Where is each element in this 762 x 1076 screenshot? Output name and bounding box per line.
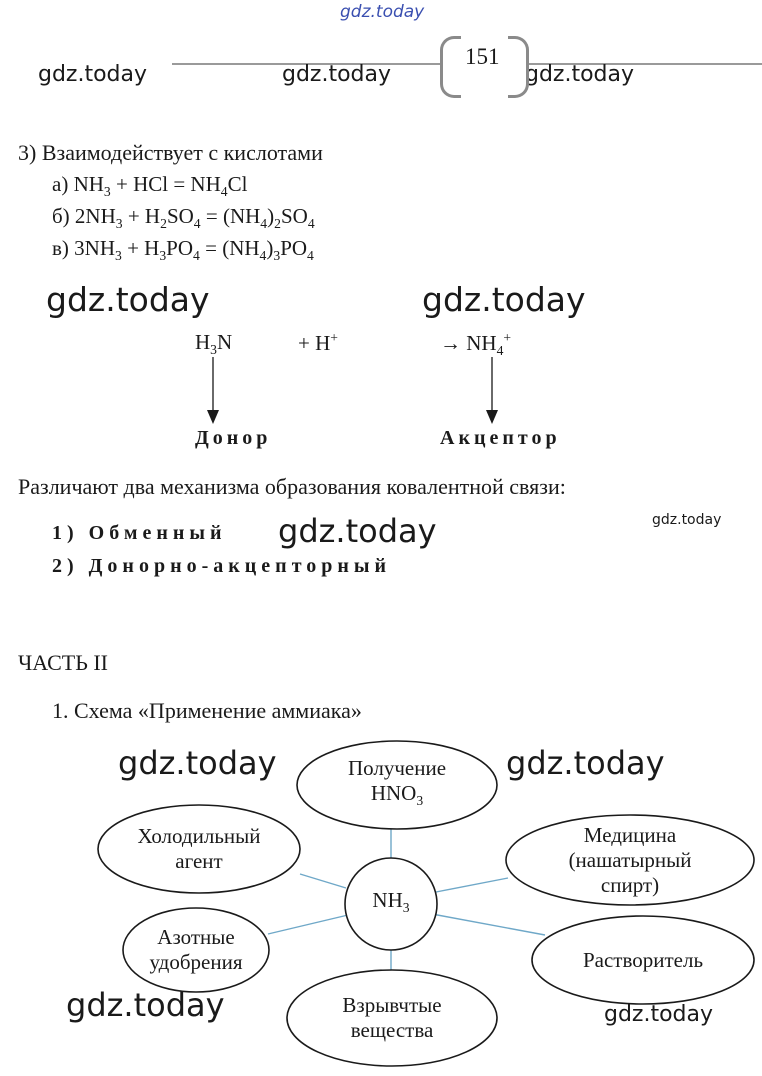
node-center: $NH_3$ [372, 887, 410, 916]
mechanism-item-1: 1) Обменный [52, 522, 227, 544]
watermark-big-2: gdz.today [422, 280, 586, 319]
section3-title: 3) Взаимодействует с кислотами [18, 140, 323, 165]
donor-label: Донор [195, 427, 272, 449]
reaction-c: в) $3NH_3 + H_3PO_4 = (NH_4)_3PO_4$ [52, 236, 314, 264]
node-right-top: Медицина (нашатырный спирт) [568, 822, 692, 897]
node-bottom: Взрывчтые вещества [342, 993, 442, 1042]
reaction-a: а) $NH_3$ + HCl = $NH_4Cl$ [52, 172, 248, 200]
watermark-scheme-2: gdz.today [506, 744, 665, 782]
node-right-bottom: Растворитель [582, 947, 704, 972]
part2-title: ЧАСТЬ II [18, 650, 108, 675]
watermark-header-2: gdz.today [282, 62, 392, 87]
watermark-scheme-1: gdz.today [118, 744, 277, 782]
connector-right-bottom [432, 914, 545, 935]
mechanism-item-2: 2) Донорно-акцепторный [52, 555, 392, 577]
watermark-header-1: gdz.today [38, 62, 148, 87]
node-left-bottom: Азотные удобрения [149, 925, 243, 974]
node-left-top: Холодильный агент [137, 824, 261, 873]
watermark-scheme-3: gdz.today [66, 986, 225, 1024]
proton-formula: + H+ [298, 330, 338, 355]
covalent-intro: Различают два механизма образования ковалентной связи: [18, 474, 566, 499]
watermark-header-3: gdz.today [525, 62, 635, 87]
watermark-mid-1: gdz.today [278, 512, 437, 550]
acceptor-label: Акцептор [440, 427, 561, 449]
reaction-b: б) $2NH_3 + H_2SO_4 = (NH_4)_2SO_4$ [52, 204, 315, 232]
donor-formula: $H_3N$ [195, 330, 233, 358]
page-number: 151 [465, 44, 500, 69]
connector-right-top [436, 878, 508, 892]
watermark-small-1: gdz.today [652, 512, 722, 528]
node-top: Получение $HNO_3$ [347, 756, 447, 809]
watermark-top: gdz.today [340, 2, 425, 22]
part2-item: 1. Схема «Применение аммиака» [52, 698, 362, 723]
connector-left-top [300, 874, 346, 888]
ammonium-formula: → $NH_4^+$ [440, 330, 512, 359]
connector-left-bottom [268, 915, 348, 934]
watermark-scheme-4: gdz.today [604, 1002, 714, 1027]
watermark-big-1: gdz.today [46, 280, 210, 319]
